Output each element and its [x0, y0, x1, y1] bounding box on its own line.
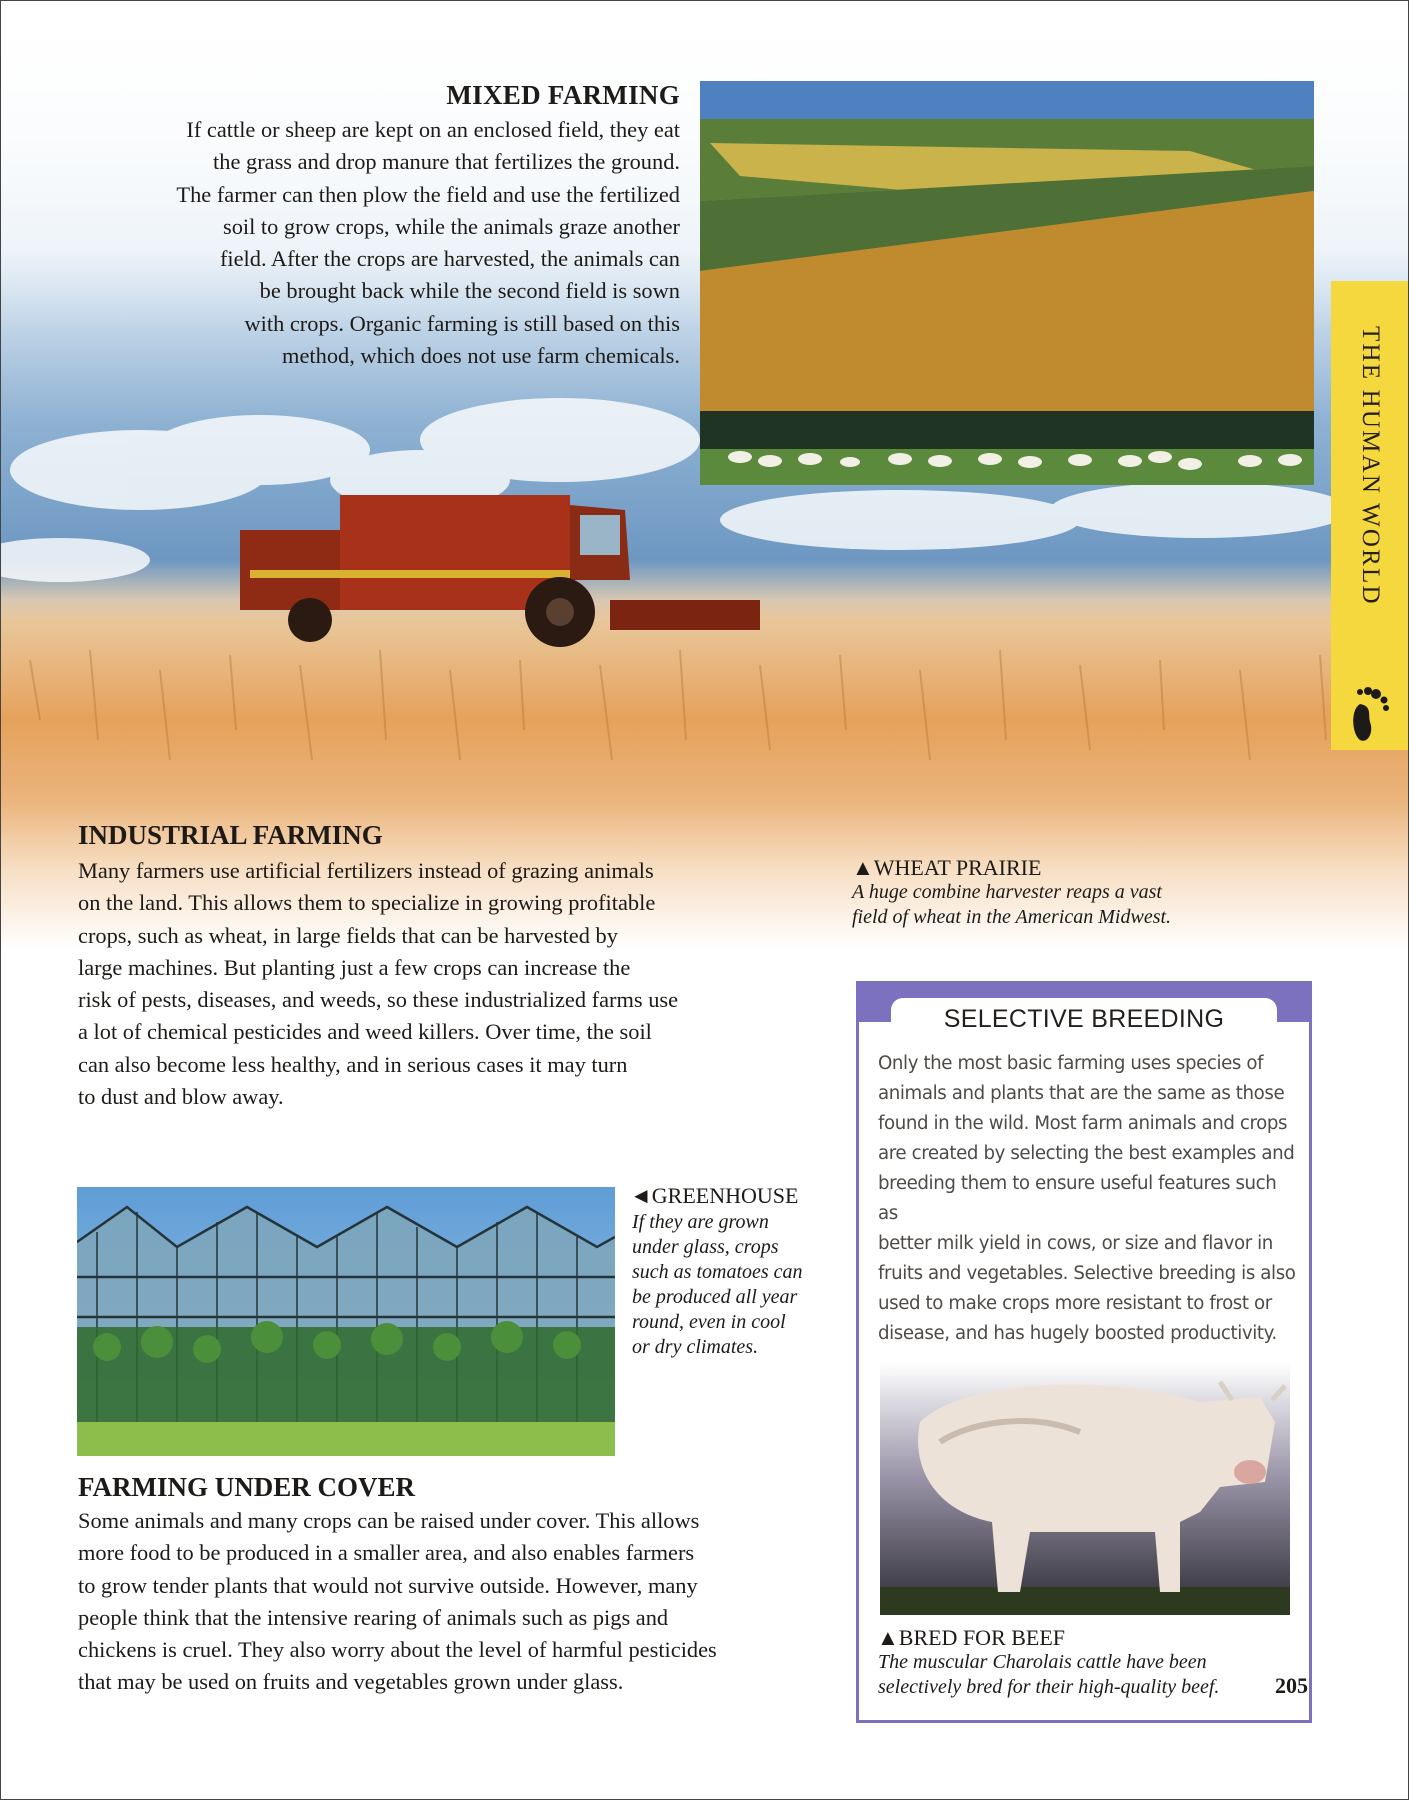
greenhouse-caption-text: If they are grown under glass, crops such as tomatoes can be produced all year round, even in cool or dry climates. [632, 1211, 803, 1358]
farming-under-cover-heading: FARMING UNDER COVER [78, 1472, 415, 1502]
selective-breeding-text: Only the most basic farming uses species of animals and plants that are the same as those found in the wild. Most farm animals and crops are created by selecting the best examples and breeding them to ensure useful features such as better milk yield in cows, or size and flavor in fruits and vegetables. Selective breeding is also used to make crops more resistant to frost or disease, and has hugely boosted productivity. [878, 1053, 1296, 1344]
selective-breeding-heading: SELECTIVE BREEDING [943, 1005, 1225, 1033]
mixed-farming-text: If cattle or sheep are kept on an enclosed field, they eat the grass and drop manure that fertilizes the ground. The farmer can then plow the field and use the fertilized soil to grow crops, while the animals graze another field. After the crops are harvested, the animals can be brought back while the second field is sown with crops. Organic farming is still based on this method, which does not use farm chemicals. [176, 117, 680, 369]
industrial-farming-text: Many farmers use artificial fertilizers instead of grazing animals on the land. This allows them to specialize in growing profitable crops, such as wheat, in large fields that can be harvested by large machines. But planting just a few crops can increase the risk of pests, diseases, and weeds, so these industrialized farms use a lot of chemical pesticides and weed killers. Over time, the soil can also become less healthy, and in serious cases it may turn to dust and blow away. [78, 858, 679, 1110]
mixed-farming-heading: MIXED FARMING [446, 80, 680, 110]
wheat-prairie-caption-title: ▲WHEAT PRAIRIE [852, 855, 1042, 880]
bred-for-beef-caption-title: ▲BRED FOR BEEF [877, 1625, 1066, 1650]
bred-for-beef-caption-text: The muscular Charolais cattle have been selectively bred for their high-quality beef. [878, 1651, 1220, 1698]
wheat-prairie-caption-text: A huge combine harvester reaps a vast field of wheat in the American Midwest. [852, 881, 1172, 928]
industrial-farming-heading: INDUSTRIAL FARMING [78, 820, 383, 850]
farming-under-cover-text: Some animals and many crops can be raised under cover. This allows more food to be produced in a smaller area, and also enables farmers to grow tender plants that would not survive outside. However, many people think that the intensive rearing of animals such as pigs and chickens is cruel. They also worry about the level of harmful pesticides that may be used on fruits and vegetables grown under glass. [78, 1508, 717, 1695]
greenhouse-caption-title: ◄GREENHOUSE [630, 1183, 799, 1208]
section-tab-label: THE HUMAN WORLD [1357, 326, 1384, 606]
page-number: 205 [1275, 1673, 1308, 1698]
